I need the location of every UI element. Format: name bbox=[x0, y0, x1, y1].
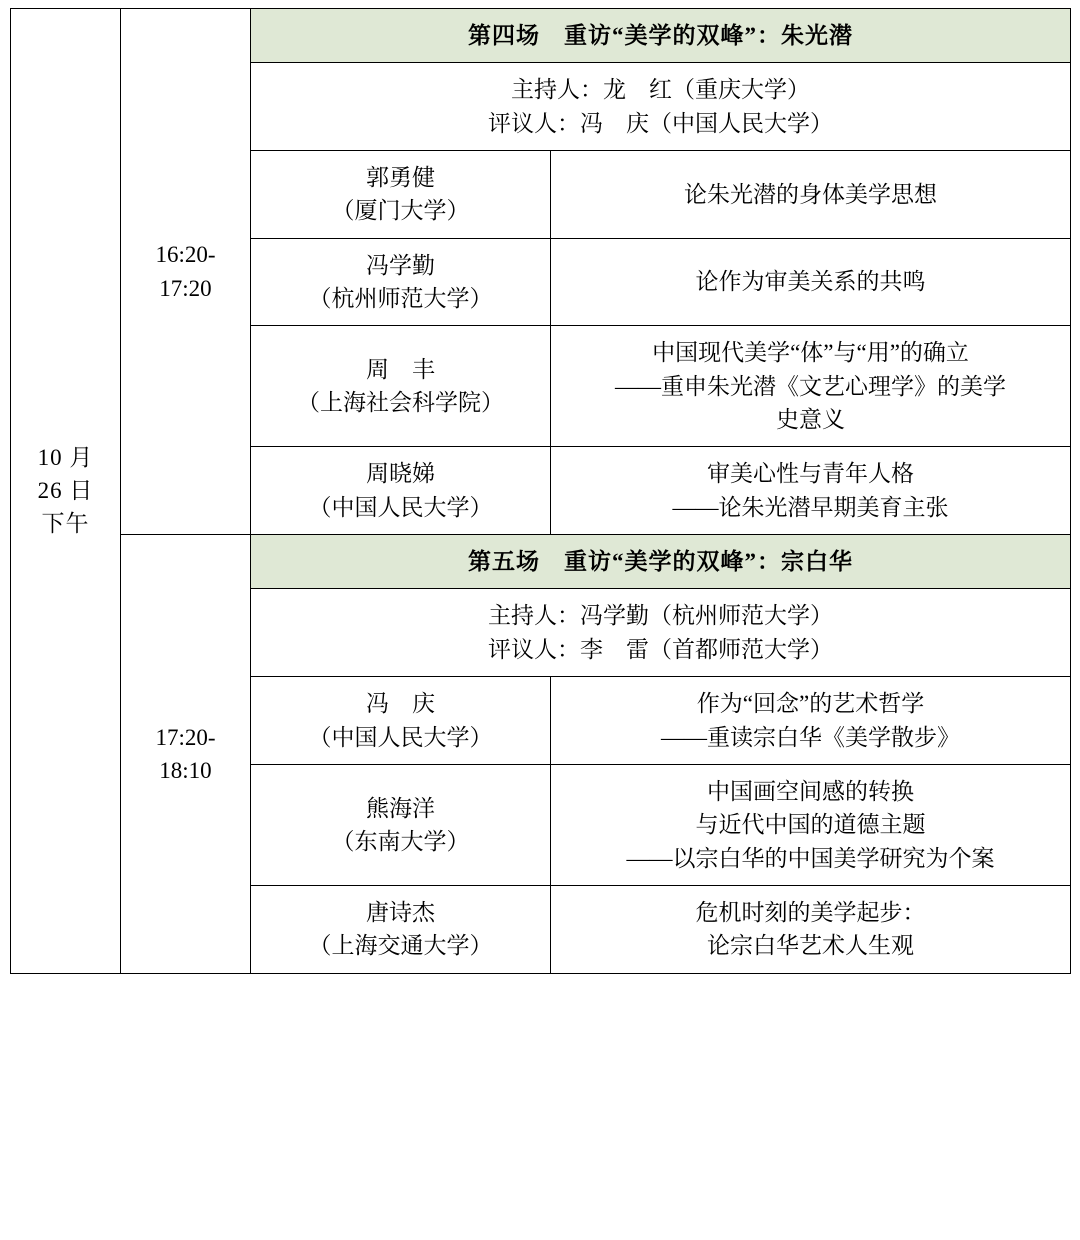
speaker-cell bbox=[251, 885, 551, 973]
session-time-cell bbox=[121, 9, 251, 535]
paper-title-line: 作为“回念”的艺术哲学 bbox=[696, 691, 925, 717]
day-label-line: 26 日 bbox=[37, 478, 94, 504]
session-discussant-line: 评议人：李 雷（首都师范大学） bbox=[488, 636, 833, 662]
session-chairs bbox=[251, 589, 1071, 677]
session-title: 第四场 重访“美学的双峰”：朱光潜 bbox=[251, 9, 1071, 63]
paper-title-line: 中国画空间感的转换 bbox=[707, 778, 914, 804]
speaker-cell bbox=[251, 677, 551, 765]
paper-title-cell bbox=[551, 885, 1071, 973]
speaker-name: 唐诗杰 bbox=[366, 899, 435, 925]
speaker-name: 冯 庆 bbox=[366, 691, 435, 717]
paper-title-cell bbox=[551, 326, 1071, 447]
session-time-line: 17:20- bbox=[155, 724, 216, 750]
speaker-affiliation: （东南大学） bbox=[331, 828, 470, 854]
speaker-cell bbox=[251, 447, 551, 535]
day-label-cell bbox=[11, 9, 121, 974]
paper-title-cell bbox=[551, 764, 1071, 885]
speaker-name: 郭勇健 bbox=[366, 165, 435, 191]
speaker-affiliation: （杭州师范大学） bbox=[308, 286, 493, 312]
speaker-name: 熊海洋 bbox=[366, 795, 435, 821]
paper-title-line: 史意义 bbox=[776, 407, 845, 433]
paper-title-line: 审美心性与青年人格 bbox=[707, 461, 914, 487]
session-time-line: 16:20- bbox=[155, 242, 216, 268]
paper-title-line: 危机时刻的美学起步： bbox=[695, 899, 926, 925]
table-row bbox=[11, 9, 1071, 63]
paper-title-cell bbox=[551, 151, 1071, 239]
session-chair-line: 主持人：冯学勤（杭州师范大学） bbox=[488, 603, 833, 629]
speaker-cell bbox=[251, 151, 551, 239]
paper-title-line: 论宗白华艺术人生观 bbox=[707, 933, 914, 959]
day-label-line: 10 月 bbox=[37, 444, 94, 470]
paper-title-line: ——以宗白华的中国美学研究为个案 bbox=[626, 845, 995, 871]
session-time-line: 18:10 bbox=[159, 757, 212, 783]
paper-title-line: ——论朱光潜早期美育主张 bbox=[672, 494, 949, 520]
speaker-cell bbox=[251, 764, 551, 885]
session-time-cell bbox=[121, 535, 251, 973]
paper-title-line: ——重读宗白华《美学散步》 bbox=[661, 724, 960, 750]
speaker-affiliation: （中国人民大学） bbox=[308, 724, 493, 750]
conference-schedule-table bbox=[10, 8, 1071, 974]
speaker-affiliation: （上海交通大学） bbox=[308, 933, 493, 959]
paper-title-line: 论朱光潜的身体美学思想 bbox=[684, 181, 937, 207]
day-label-line: 下午 bbox=[41, 511, 90, 537]
paper-title-cell bbox=[551, 238, 1071, 326]
speaker-cell bbox=[251, 326, 551, 447]
paper-title-cell bbox=[551, 677, 1071, 765]
paper-title-line: 中国现代美学“体”与“用”的确立 bbox=[652, 340, 969, 366]
speaker-name: 冯学勤 bbox=[366, 252, 435, 278]
session-title: 第五场 重访“美学的双峰”：宗白华 bbox=[251, 535, 1071, 589]
session-time-line: 17:20 bbox=[159, 275, 212, 301]
session-chairs bbox=[251, 63, 1071, 151]
session-chair-line: 主持人：龙 红（重庆大学） bbox=[511, 77, 810, 103]
speaker-affiliation: （厦门大学） bbox=[331, 198, 470, 224]
speaker-name: 周晓娣 bbox=[366, 461, 435, 487]
paper-title-cell bbox=[551, 447, 1071, 535]
paper-title-line: ——重申朱光潜《文艺心理学》的美学 bbox=[615, 373, 1006, 399]
session-discussant-line: 评议人：冯 庆（中国人民大学） bbox=[488, 110, 833, 136]
speaker-affiliation: （上海社会科学院） bbox=[297, 390, 504, 416]
speaker-name: 周 丰 bbox=[366, 357, 435, 383]
paper-title-line: 与近代中国的道德主题 bbox=[695, 812, 926, 838]
paper-title-line: 论作为审美关系的共鸣 bbox=[695, 269, 926, 295]
table-row bbox=[11, 535, 1071, 589]
speaker-affiliation: （中国人民大学） bbox=[308, 494, 493, 520]
speaker-cell bbox=[251, 238, 551, 326]
